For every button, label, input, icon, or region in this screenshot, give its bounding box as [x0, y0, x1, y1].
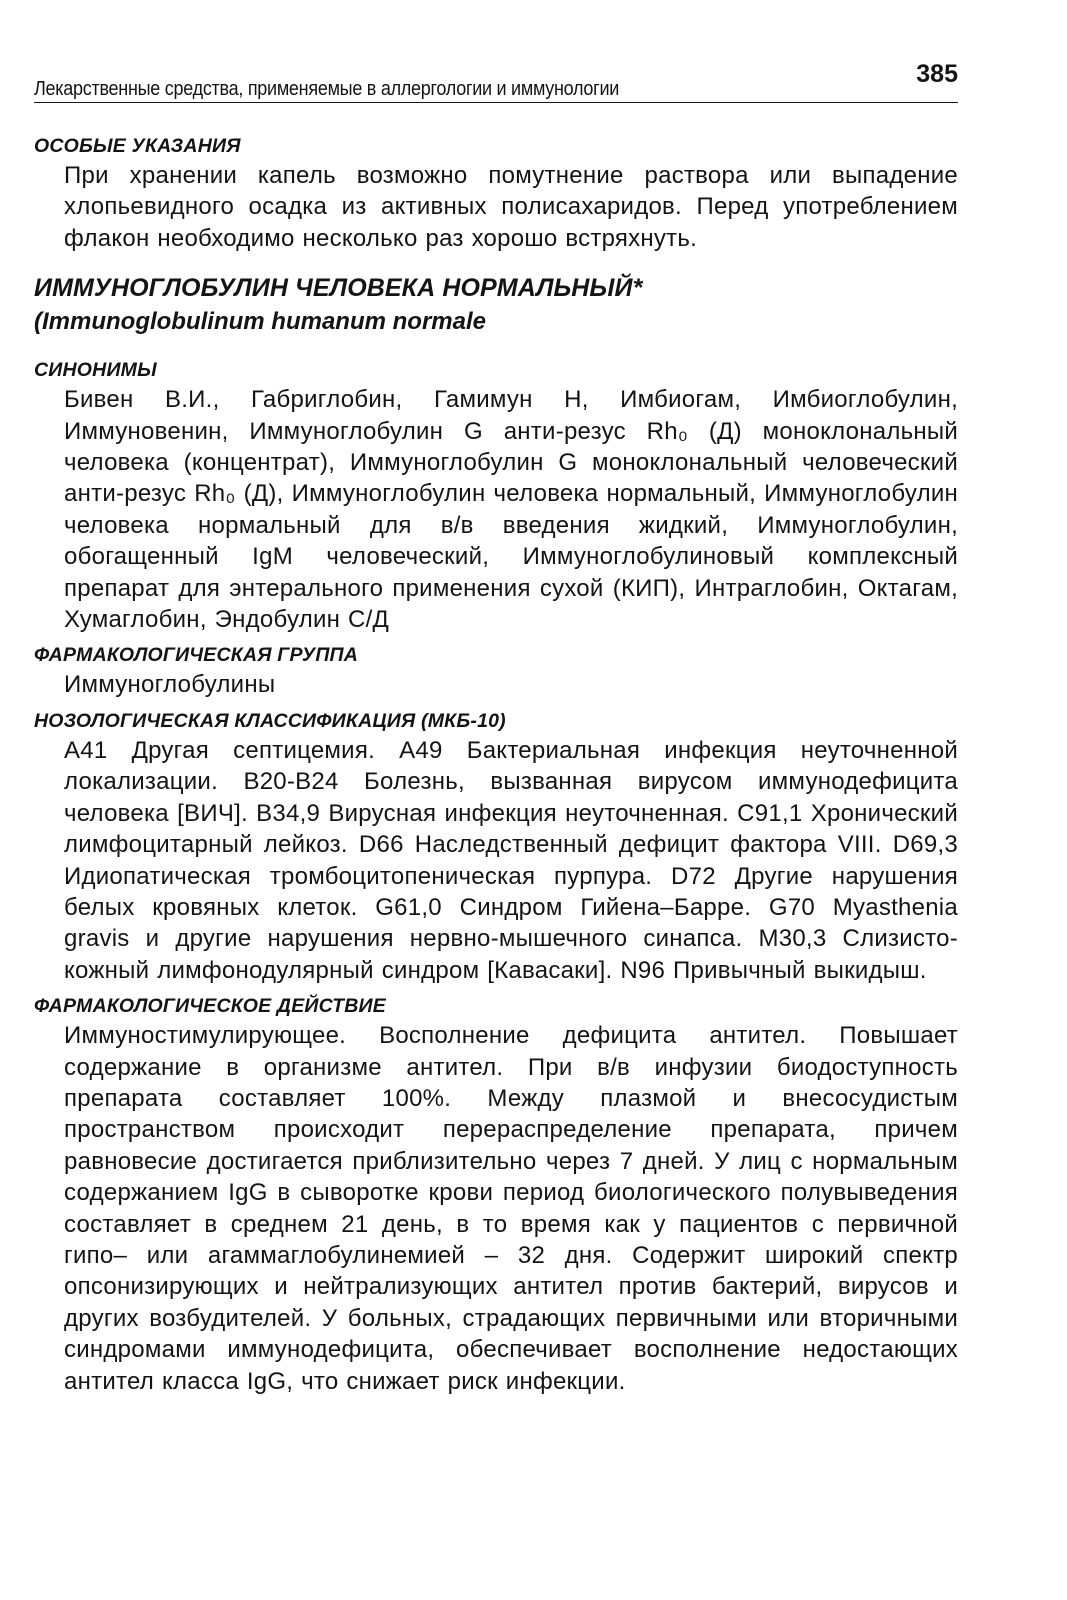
synonyms-text: Бивен В.И., Габриглобин, Гамимун Н, Имбиогам, Имбиоглобулин, Иммуновенин, Иммуноглобулин G анти-резус Rh₀ (Д) моноклональный человека (концентрат), Иммуноглобулин G моноклональный человеческий анти-резус Rh₀ (Д), Иммуноглобулин человека нормальный, Иммуноглобулин человека нормальный для в/в введения жидкий, Иммуноглобулин, обогащенный IgM человеческий, Иммуноглобулиновый комплексный препарат для энтерального применения сухой (КИП), Интраглобин, Октагам, Хумаглобин, Эндобулин С/Д — [64, 386, 958, 634]
page-number: 385 — [916, 60, 958, 88]
pharm-group-text: Иммуноглобулины — [64, 671, 276, 699]
nosology-heading: НОЗОЛОГИЧЕСКАЯ КЛАССИФИКАЦИЯ (МКБ-10) — [34, 709, 506, 732]
special-instructions-heading: ОСОБЫЕ УКАЗАНИЯ — [34, 135, 241, 157]
spacer — [34, 254, 958, 272]
special-instructions-text: При хранении капель возможно помутнение раствора или выпадение хлопьевидного осадка из активных полисахаридов. Перед употреблением флакон необходимо несколько раз хорошо встряхнуть. — [64, 162, 958, 252]
running-title: Лекарственные средства, применяемые в аллергологии и иммунологии — [34, 78, 620, 100]
nosology-text: A41 Другая септицемия. A49 Бактериальная инфекция неуточненной локализации. B20-B24 Болезнь, вызванная вирусом иммунодефицита человека [ВИЧ]. B34,9 Вирусная инфекция неуточненная. C91,1 Хронический лимфоцитарный лейкоз. D66 Наследственный дефицит фактора VIII. D69,3 Идиопатическая тромбоцитопеническая пурпура. D72 Другие нарушения белых кровяных клеток. G61,0 Синдром Гийена–Барре. G70 Myasthenia gravis и другие нарушения нервно-мышечного синапса. M30,3 Слизисто-кожный лимфонодулярный синдром [Кавасаки]. N96 Привычный выкидыш. — [64, 736, 958, 984]
page-content — [34, 132, 958, 1397]
pharm-group-heading: ФАРМАКОЛОГИЧЕСКАЯ ГРУППА — [34, 644, 359, 667]
pharm-action-heading: ФАРМАКОЛОГИЧЕСКОЕ ДЕЙСТВИЕ — [34, 995, 386, 1018]
pharm-action-text: Иммуностимулирующее. Восполнение дефицита антител. Повышает содержание в организме антител. При в/в инфузии биодоступность препарата составляет 100%. Между плазмой и внесосудистым пространством происходит перераспределение препарата, причем равновесие достигается приблизительно через 7 дней. У лиц с нормальным содержанием IgG в сыворотке крови период биологического полувыведения составляет в среднем 21 день, в то время как у пациентов с первичной гипо– или агаммаглобулинемией – 32 дня. Содержит широкий спектр опсонизирующих и нейтрализующих антител против бактерий, вирусов и других возбудителей. У больных, страдающих первичными или вторичными синдромами иммунодефицита, обеспечивает восполнение недостающих антител класса IgG, что снижает риск инфекции. — [64, 1022, 958, 1395]
running-header — [34, 60, 958, 103]
drug-title: ИММУНОГЛОБУЛИН ЧЕЛОВЕКА НОРМАЛЬНЫЙ* — [34, 274, 643, 303]
spacer — [34, 338, 958, 356]
drug-latin-name: (Immunoglobulinum humanum normale — [34, 308, 486, 336]
synonyms-heading: СИНОНИМЫ — [34, 359, 157, 382]
